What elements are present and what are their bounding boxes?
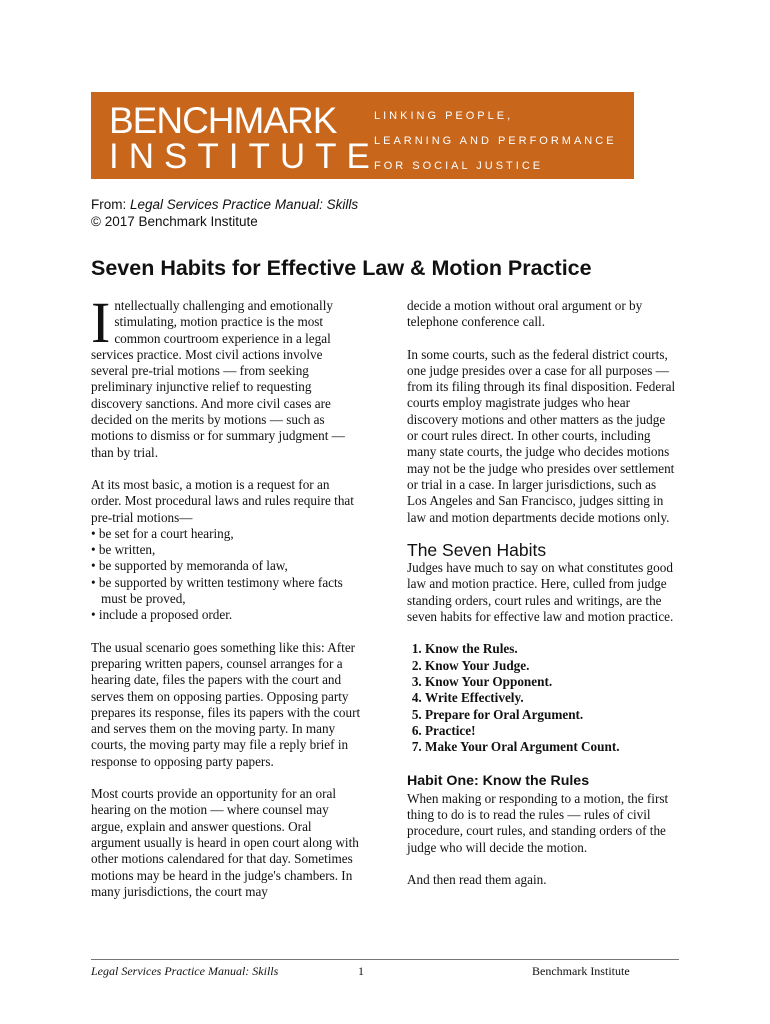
logo-institute: INSTITUTE — [109, 137, 380, 176]
tagline-line-3: FOR SOCIAL JUSTICE — [374, 160, 544, 172]
intro-paragraph — [91, 290, 361, 461]
footer-publisher: Benchmark Institute — [532, 964, 630, 978]
section-heading-seven-habits: The Seven Habits — [407, 539, 547, 560]
footer-divider — [91, 959, 679, 960]
list-item: • be set for a court hearing, — [91, 525, 234, 541]
tagline-line-2: LEARNING AND PERFORMANCE — [374, 135, 617, 147]
tagline-line-1: LINKING PEOPLE, — [374, 110, 514, 122]
footer-manual-title: Legal Services Practice Manual: Skills — [91, 964, 279, 978]
habit-item: 6. Practice! — [425, 723, 679, 739]
habit-item: 5. Prepare for Oral Argument. — [425, 707, 679, 723]
habit-item: 1. Know the Rules. — [425, 641, 679, 657]
logo-benchmark: BENCHMARK — [109, 100, 337, 141]
right-column — [407, 298, 679, 904]
source-citation — [91, 196, 358, 230]
motion-requirements-list — [91, 526, 361, 624]
benchmark-banner — [91, 92, 634, 179]
habits-intro-paragraph: Judges have much to say on what constitutes good law and motion practice. Here, culled from judge standing orders, court rules and writings, are the seven habits for effective law and motion practice. — [407, 560, 674, 625]
motion-definition-paragraph: At its most basic, a motion is a request for an order. Most procedural laws and rules require that pre-trial motions— — [91, 476, 354, 525]
list-item: • be supported by memoranda of law, — [91, 558, 288, 574]
page-number: 1 — [358, 964, 364, 978]
read-again-paragraph: And then read them again. — [407, 871, 547, 887]
list-item: • include a proposed order. — [91, 607, 233, 623]
list-item: • be written, — [91, 542, 156, 558]
copyright-line: © 2017 Benchmark Institute — [91, 214, 258, 229]
habit-item: 4. Write Effectively. — [425, 690, 679, 706]
page-title: Seven Habits for Effective Law & Motion Practice — [91, 256, 592, 280]
continued-paragraph: decide a motion without oral argument or by telephone conference call. — [407, 298, 643, 330]
courts-paragraph: In some courts, such as the federal district courts, one judge presides over a case for all purposes — from its filing through its final disposition. Federal courts employ magistrate judges who hear discovery motions and other matters as the judge or court rules direct. In other courts, including many state courts, the judge who decides motions may not be the judge who presides over settlement or trial in a case. In larger jurisdictions, such as Los Angeles and San Francisco, judges sitting in law and motion departments decide motions only. — [407, 346, 676, 525]
source-manual-title: Legal Services Practice Manual: Skills — [130, 197, 359, 212]
drop-cap: I — [91, 290, 111, 355]
intro-text: ntellectually challenging and emotionally stimulating, motion practice is the most common courtroom experience in a legal services practice. Most civil actions involve several pre-trial motions — from seeking preliminary injunctive relief to requesting discovery sanctions. And more civil cases are decided on the merits by motions — such as motions to dismiss or for summary judgment — than by trial. — [91, 298, 345, 460]
subheading-habit-one: Habit One: Know the Rules — [407, 773, 590, 790]
oral-hearing-paragraph: Most courts provide an opportunity for an oral hearing on the motion — where counsel may argue, explain and answer questions. Oral argument usually is heard in open court along with other motions calendared for that day. Sometimes motions may be heard in the judge's chambers. In many jurisdictions, the court may — [91, 786, 359, 899]
source-from-label: From: — [91, 197, 130, 212]
habit-item: 3. Know Your Opponent. — [425, 674, 679, 690]
list-item: • be supported by written testimony where facts must be proved, — [91, 574, 343, 607]
left-column — [91, 290, 361, 916]
habit-one-paragraph: When making or responding to a motion, the first thing to do is to read the rules — rules of civil procedure, court rules, and standing orders of the judge who will decide the motion. — [407, 790, 669, 855]
habit-item: 7. Make Your Oral Argument Count. — [425, 739, 679, 755]
seven-habits-list — [407, 641, 679, 755]
scenario-paragraph: The usual scenario goes something like this: After preparing written papers, counsel arranges for a hearing date, files the papers with the court and serves them on opposing parties. Opposing party prepares its response, files its papers with the court and serves them on the moving party. In many courts, the moving party may file a reply brief in response to opposing party papers. — [91, 639, 361, 769]
habit-item: 2. Know Your Judge. — [425, 658, 679, 674]
